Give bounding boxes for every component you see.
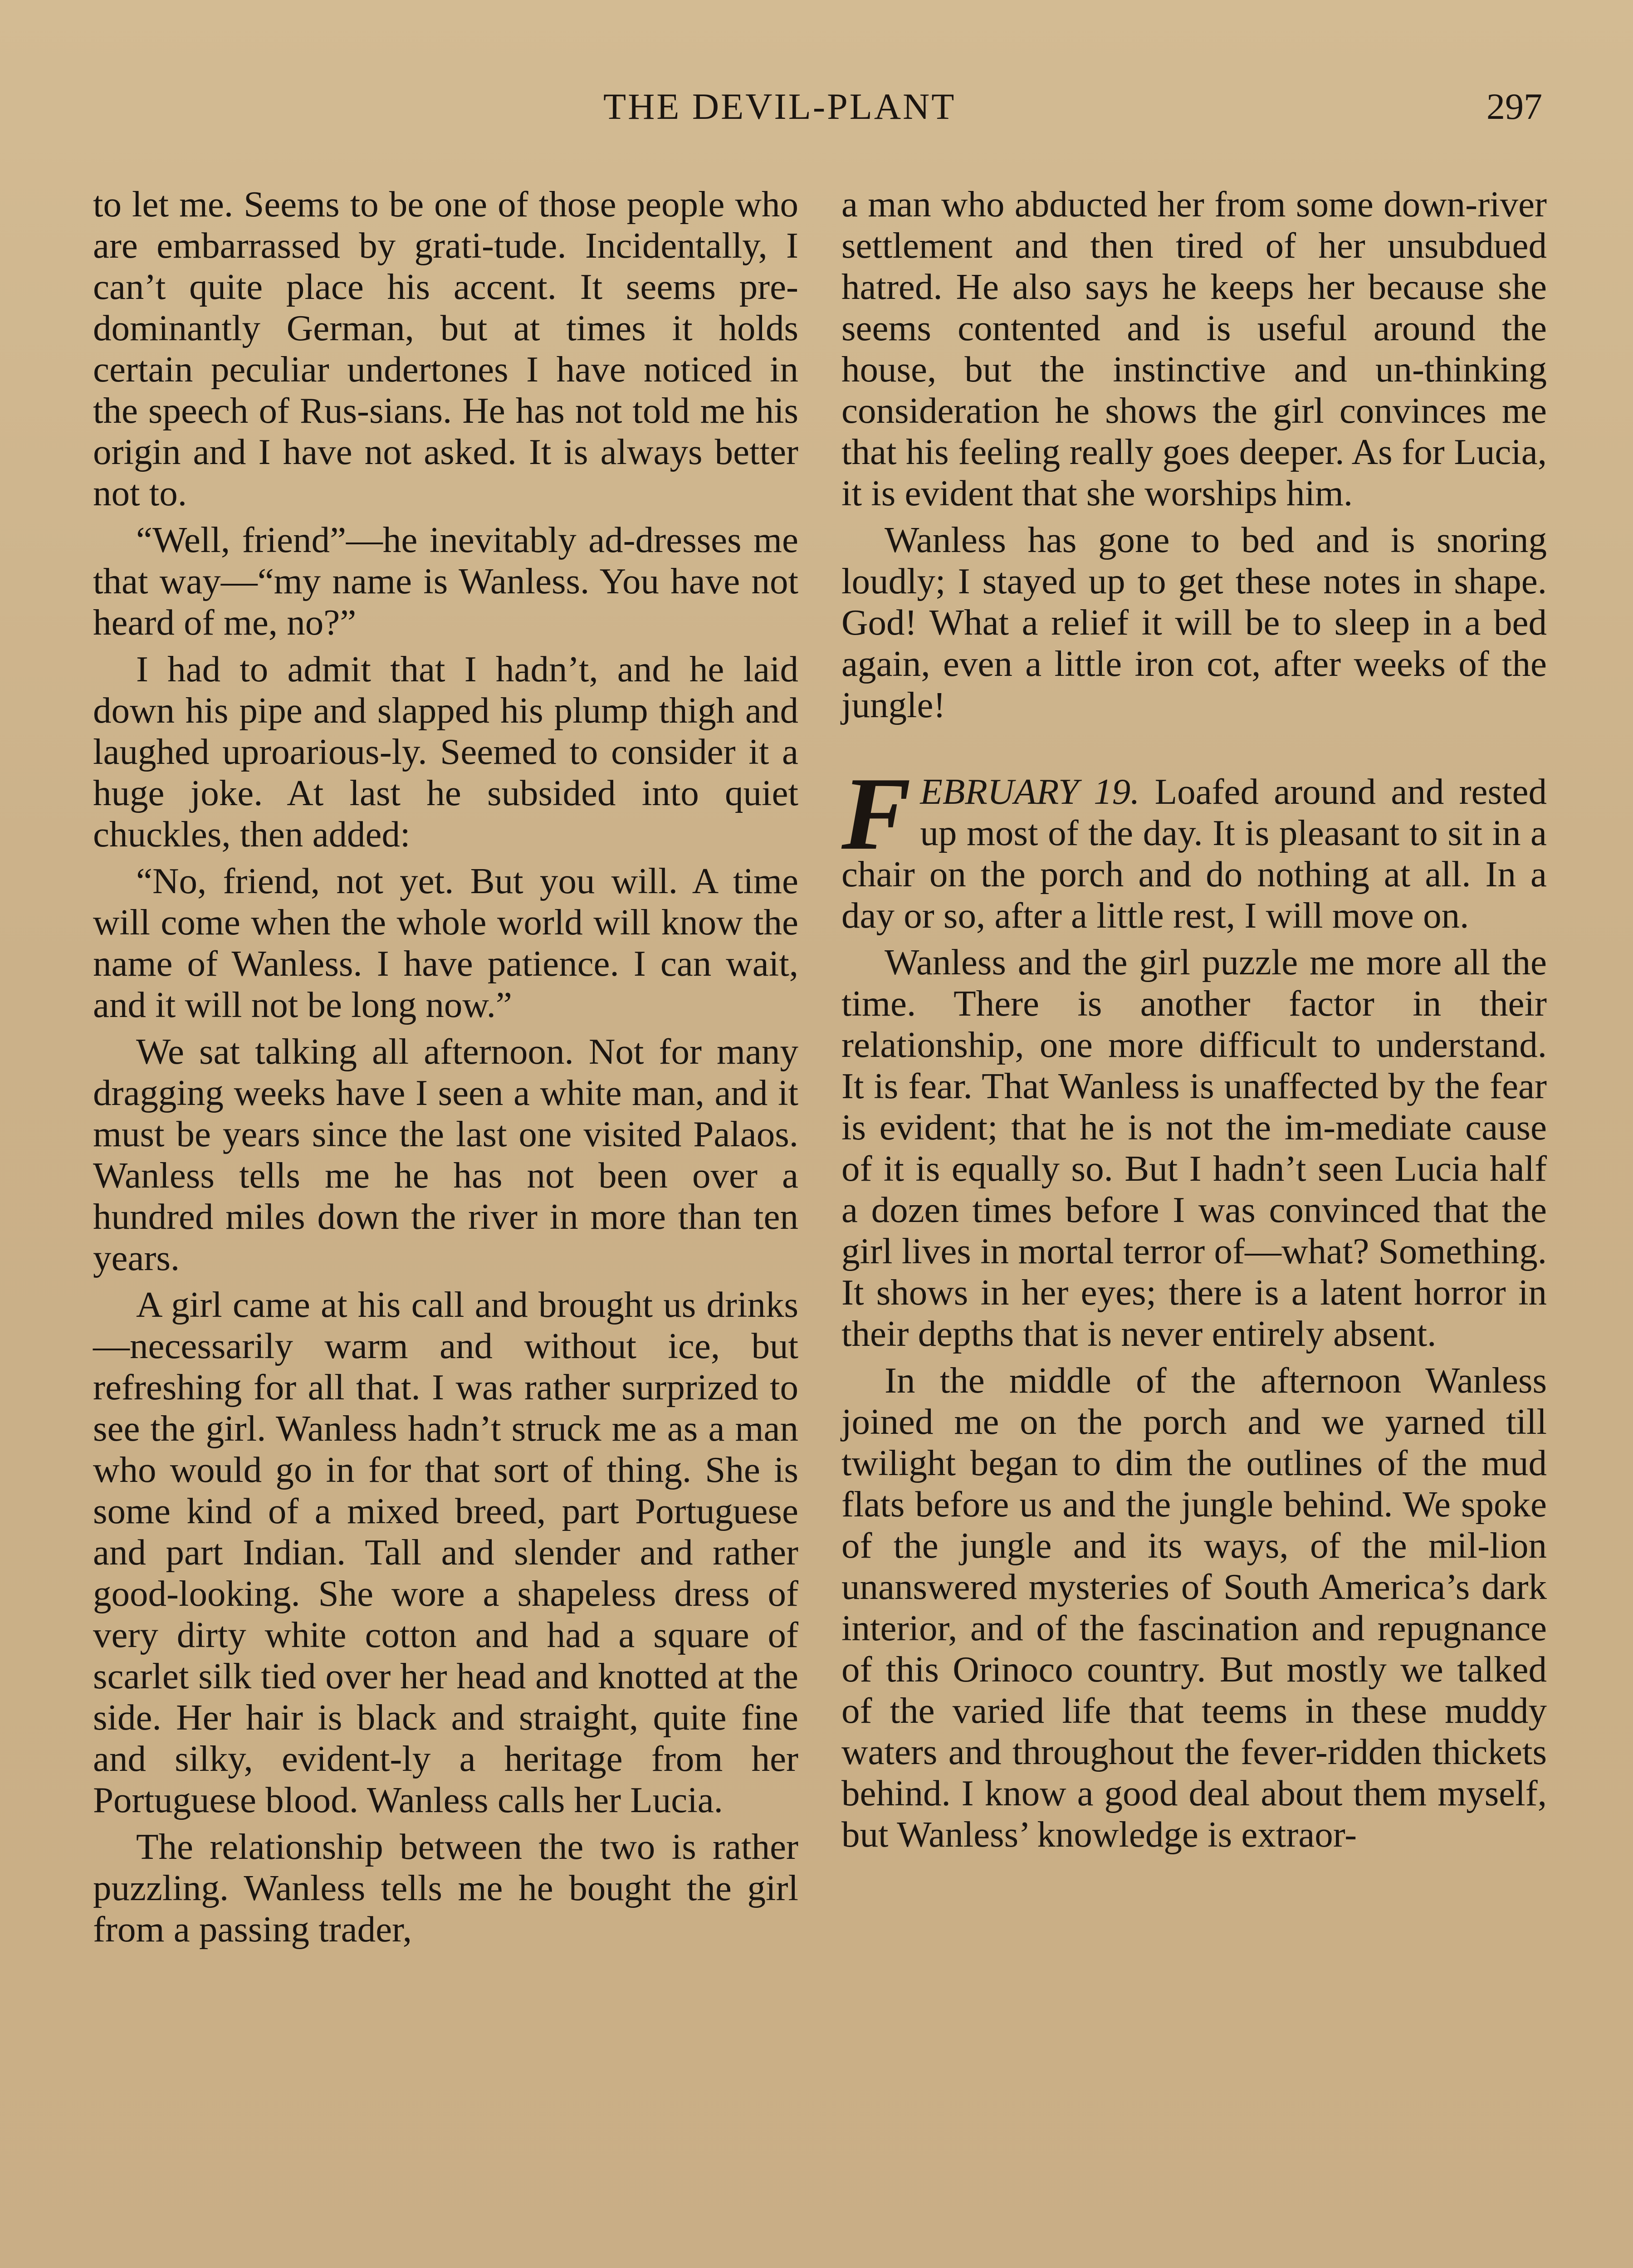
paragraph: a man who abducted her from some down-river settlement and then tired of her unsubdued hatred. He also says he keeps her because she seems contented and is useful around the house, but the instinctive and un-thinking consideration he shows the girl convinces me that his feeling really goes deeper. As for Lucia, it is evident that she worships him.	[841, 184, 1547, 513]
page-number: 297	[1486, 86, 1542, 127]
paragraph: We sat talking all afternoon. Not for many dragging weeks have I seen a white man, and it must be years since the last one visited Palaos. Wanless tells me he has not been over a hundred miles down the river in more than ten years.	[93, 1031, 798, 1278]
diary-entry	[841, 756, 1547, 936]
paragraph: Wanless has gone to bed and is snoring loudly; I stayed up to get these notes in shape. God! What a relief it will be to sleep in a bed again, even a little iron cot, after weeks of the jungle!	[841, 519, 1547, 725]
paragraph: In the middle of the afternoon Wanless joined me on the porch and we yarned till twilight began to dim the outlines of the mud flats before us and the jungle behind. We spoke of the jungle and its ways, of the mil-lion unanswered mysteries of South America’s dark interior, and of the fascination and repugnance of this Orinoco country. But mostly we talked of the varied life that teems in these muddy waters and throughout the fever-ridden thickets behind. I know a good deal about them myself, but Wanless’ knowledge is extraor-	[841, 1360, 1547, 1855]
left-column	[93, 184, 798, 1955]
paragraph: “No, friend, not yet. But you will. A time will come when the whole world will know the name of Wanless. I have patience. I can wait, and it will not be long now.”	[93, 860, 798, 1025]
running-header	[603, 85, 1542, 135]
right-column	[841, 184, 1547, 1861]
paragraph: Wanless and the girl puzzle me more all the time. There is another factor in their relationship, one more difficult to understand. It is fear. That Wanless is unaffected by the fear is evident; that he is not the im-mediate cause of it is equally so. But I hadn’t seen Lucia half a dozen times before I was convinced that the girl lives in mortal terror of—what? Something. It shows in her eyes; there is a latent horror in their depths that is never entirely absent.	[841, 942, 1547, 1354]
paragraph: “Well, friend”—he inevitably ad-dresses me that way—“my name is Wanless. You have not heard of me, no?”	[93, 519, 798, 643]
entry-date: EBRUARY 19.	[920, 771, 1140, 812]
entry-text: Loafed around and rested up most of the day. It is pleasant to sit in a chair on the porch and do nothing at all. In a day or so, after a little rest, I will move on.	[841, 771, 1547, 936]
paragraph: to let me. Seems to be one of those people who are embarrassed by grati-tude. Incidentally, I can’t quite place his accent. It seems pre-dominantly German, but at times it holds certain peculiar undertones I have noticed in the speech of Rus-sians. He has not told me his origin and I have not asked. It is always better not to.	[93, 184, 798, 513]
paragraph: The relationship between the two is rather puzzling. Wanless tells me he bought the girl from a passing trader,	[93, 1826, 798, 1950]
drop-cap: F	[841, 756, 911, 871]
paragraph: I had to admit that I hadn’t, and he laid down his pipe and slapped his plump thigh and laughed uproarious-ly. Seemed to consider it a huge joke. At last he subsided into quiet chuckles, then added:	[93, 649, 798, 855]
paragraph: A girl came at his call and brought us drinks—necessarily warm and without ice, but refreshing for all that. I was rather surprized to see the girl. Wanless hadn’t struck me as a man who would go in for that sort of thing. She is some kind of a mixed breed, part Portuguese and part Indian. Tall and slender and rather good-looking. She wore a shapeless dress of very dirty white cotton and had a square of scarlet silk tied over her head and knotted at the side. Her hair is black and straight, quite fine and silky, evident-ly a heritage from her Portuguese blood. Wanless calls her Lucia.	[93, 1284, 798, 1820]
running-title: THE DEVIL-PLANT	[603, 86, 956, 127]
